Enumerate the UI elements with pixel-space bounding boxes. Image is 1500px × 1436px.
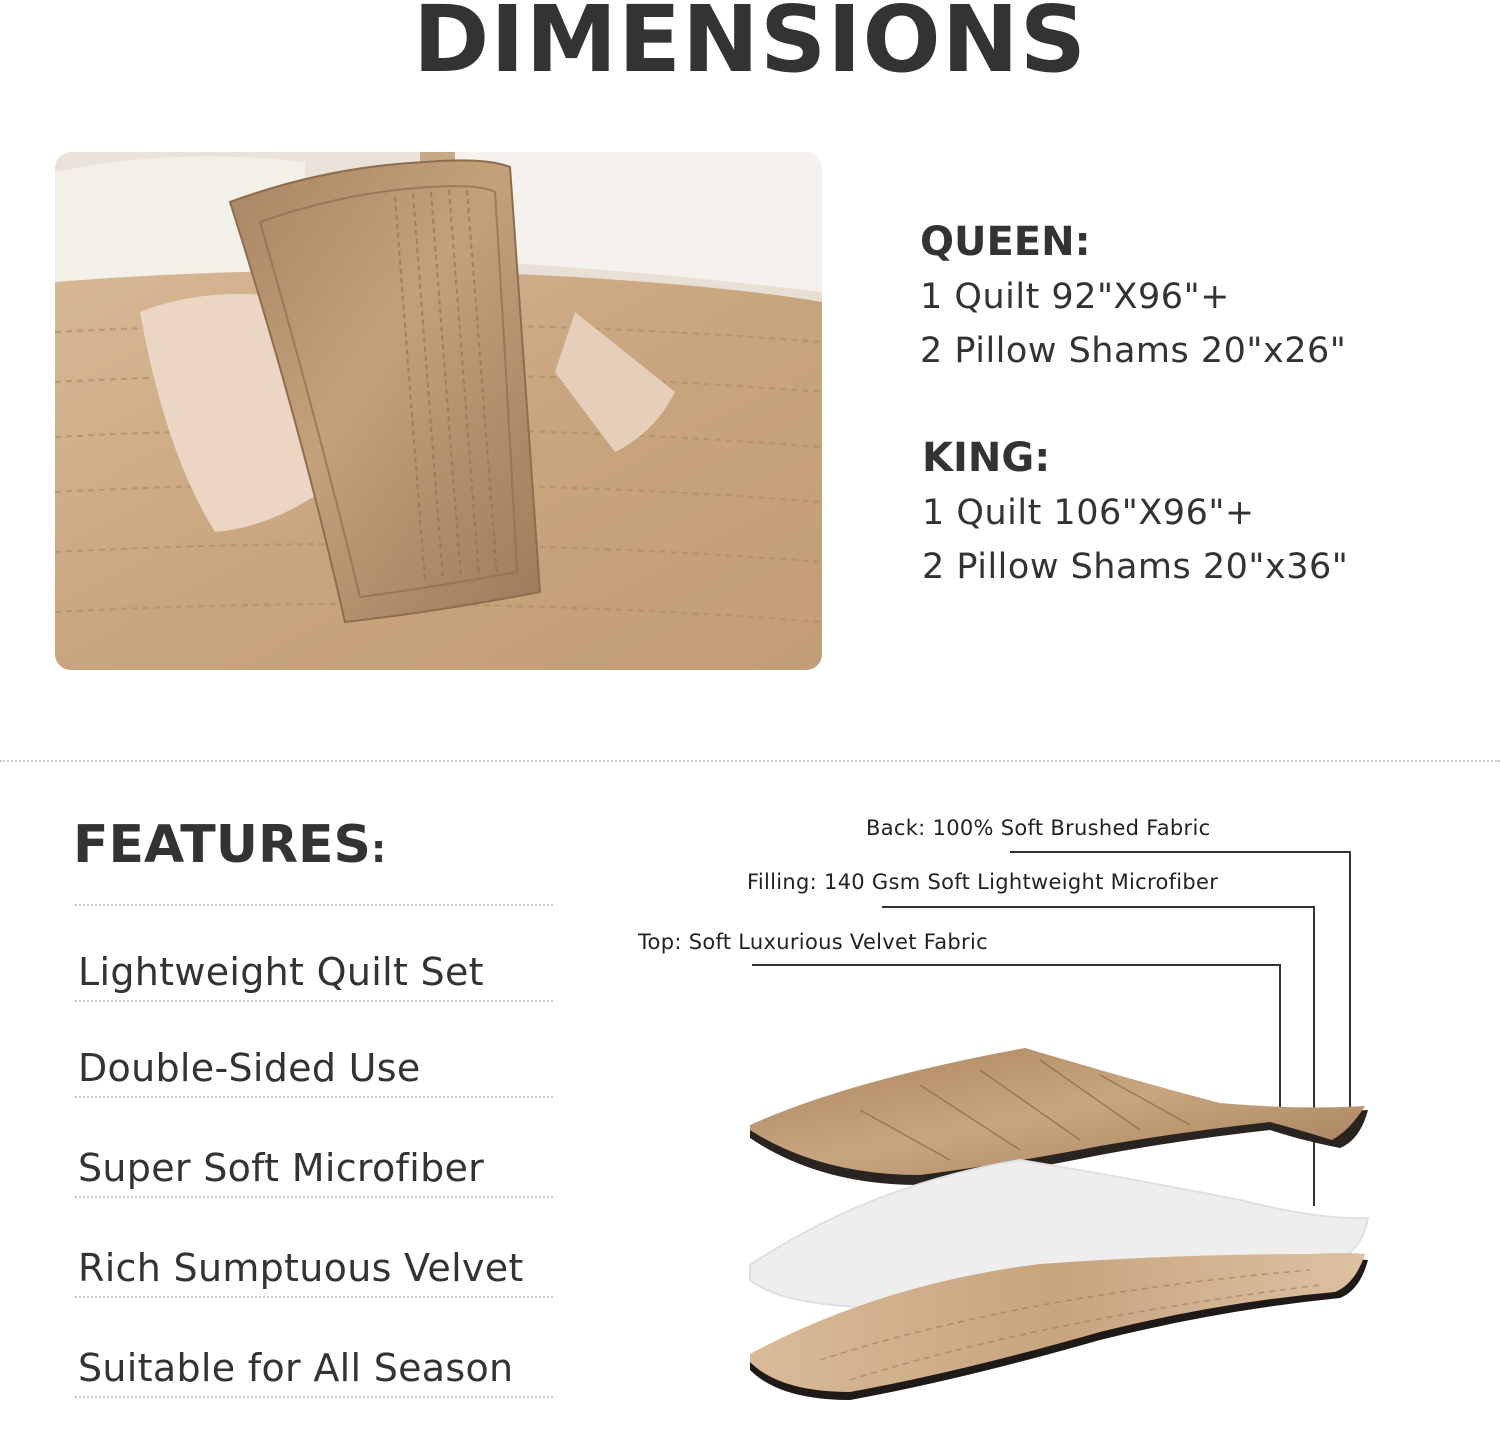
king-heading: KING: (922, 435, 1051, 481)
layer-label-top: Top: Soft Luxurious Velvet Fabric (638, 930, 988, 954)
feature-label: Super Soft Microfiber (78, 1146, 485, 1190)
queen-sham-size: 2 Pillow Shams 20"x26" (920, 331, 1347, 371)
page-title: DIMENSIONS (413, 0, 1087, 93)
feature-item (75, 1100, 553, 1198)
layer-label-filling: Filling: 140 Gsm Soft Lightweight Microfiber (747, 870, 1219, 894)
features-heading-text: FEATURES (73, 815, 371, 875)
queen-heading: QUEEN: (920, 219, 1091, 265)
section-divider (0, 760, 1500, 762)
quilt-bed-illustration (55, 152, 822, 670)
king-sham-size: 2 Pillow Shams 20"x36" (922, 547, 1349, 587)
layer-label-back: Back: 100% Soft Brushed Fabric (866, 816, 1211, 840)
king-quilt-size: 1 Quilt 106"X96"+ (922, 493, 1255, 533)
feature-label: Rich Sumptuous Velvet (78, 1246, 524, 1290)
feature-item (75, 1000, 553, 1098)
feature-item (75, 904, 553, 1002)
feature-label: Lightweight Quilt Set (78, 950, 484, 994)
feature-item (75, 1200, 553, 1298)
top-layer-shape (750, 1048, 1368, 1185)
product-photo (55, 152, 822, 670)
feature-label: Double-Sided Use (78, 1046, 421, 1090)
queen-quilt-size: 1 Quilt 92"X96"+ (920, 277, 1230, 317)
feature-label: Suitable for All Season (78, 1346, 514, 1390)
quilt-layers-diagram (620, 840, 1400, 1420)
features-heading (73, 812, 386, 882)
features-colon: : (370, 827, 387, 871)
feature-item (75, 1300, 553, 1398)
